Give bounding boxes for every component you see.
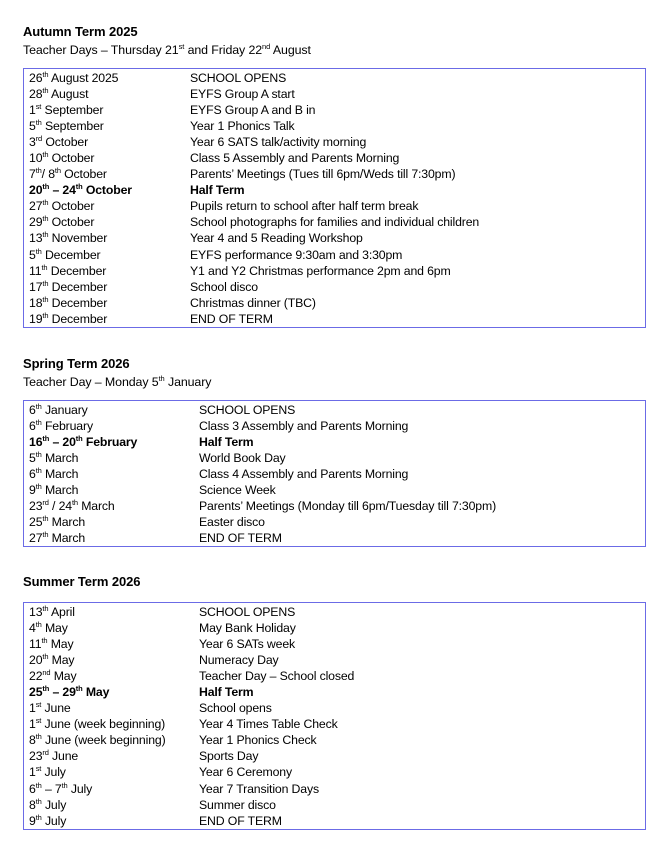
event-description: Summer disco xyxy=(199,797,276,812)
event-description: Class 3 Assembly and Parents Morning xyxy=(199,418,409,433)
term-table xyxy=(23,400,646,547)
event-date: 9th March xyxy=(29,481,79,497)
event-date: 8th July xyxy=(29,796,67,812)
event-date: 11th May xyxy=(29,635,74,651)
ordinal-suffix: th xyxy=(35,401,42,411)
ordinal-suffix: rd xyxy=(35,133,43,143)
event-description: Year 1 Phonics Check xyxy=(199,733,317,748)
calendar-row xyxy=(24,279,645,295)
calendar-row xyxy=(24,450,645,466)
event-description: Y1 and Y2 Christmas performance 2pm and 6pm xyxy=(190,263,451,278)
term-table xyxy=(23,602,646,830)
ordinal-suffix: th xyxy=(75,182,83,192)
term-subtitle: Teacher Days – Thursday 21st and Friday 22nd August xyxy=(23,42,311,57)
event-description: Parents’ Meetings (Tues till 6pm/Weds till 7:30pm) xyxy=(190,167,456,182)
event-date: 25th – 29th May xyxy=(29,683,110,699)
event-date: 5th March xyxy=(29,449,79,465)
ordinal-suffix: th xyxy=(35,796,42,806)
calendar-row xyxy=(24,311,645,327)
calendar-row xyxy=(24,434,645,450)
calendar-row xyxy=(24,70,645,86)
event-date: 6th January xyxy=(29,401,88,417)
ordinal-suffix: th xyxy=(42,683,50,693)
ordinal-suffix: th xyxy=(42,530,49,540)
calendar-row xyxy=(24,668,645,684)
event-date: 27th October xyxy=(29,198,95,214)
calendar-row xyxy=(24,797,645,813)
event-description: Year 6 SATs week xyxy=(199,636,296,651)
calendar-row xyxy=(24,748,645,764)
event-description: Half Term xyxy=(190,183,245,198)
event-date: 1st September xyxy=(29,101,104,117)
ordinal-suffix: nd xyxy=(262,42,271,51)
term-table xyxy=(23,68,646,328)
calendar-row xyxy=(24,247,645,263)
calendar-row xyxy=(24,263,645,279)
event-description: School photographs for families and individual children xyxy=(190,215,480,230)
ordinal-suffix: st xyxy=(35,101,42,111)
calendar-row xyxy=(24,482,645,498)
event-description: SCHOOL OPENS xyxy=(190,70,287,85)
event-description: Christmas dinner (TBC) xyxy=(190,295,316,310)
calendar-row xyxy=(24,652,645,668)
event-description: Science Week xyxy=(199,482,276,497)
calendar-row xyxy=(24,732,645,748)
event-date: 1st June (week beginning) xyxy=(29,716,166,732)
event-description: Year 4 Times Table Check xyxy=(199,717,338,732)
calendar-row xyxy=(24,498,645,514)
term-spring xyxy=(23,356,650,546)
event-date: 1st June xyxy=(29,700,71,716)
ordinal-suffix: nd xyxy=(42,667,51,677)
term-title: Spring Term 2026 xyxy=(23,356,130,371)
ordinal-suffix: th xyxy=(42,182,50,192)
ordinal-suffix: th xyxy=(35,812,42,822)
event-description: Teacher Day – School closed xyxy=(199,668,355,683)
ordinal-suffix: th xyxy=(75,683,83,693)
ordinal-suffix: th xyxy=(42,230,49,240)
calendar-row xyxy=(24,230,645,246)
calendar-row xyxy=(24,150,645,166)
calendar-row xyxy=(24,530,645,546)
event-date: 13th November xyxy=(29,230,108,246)
event-date: 29th October xyxy=(29,214,95,230)
event-date: 8th June (week beginning) xyxy=(29,732,166,748)
ordinal-suffix: th xyxy=(35,465,42,475)
calendar-row xyxy=(24,813,645,829)
event-description: EYFS performance 9:30am and 3:30pm xyxy=(190,247,403,262)
term-title: Autumn Term 2025 xyxy=(23,24,138,39)
ordinal-suffix: th xyxy=(42,85,49,95)
calendar-row xyxy=(24,514,645,530)
event-description: Easter disco xyxy=(199,515,265,530)
event-date: 28th August xyxy=(29,85,89,101)
event-description: Year 1 Phonics Talk xyxy=(190,118,295,133)
event-description: Year 6 SATS talk/activity morning xyxy=(190,134,367,149)
event-description: END OF TERM xyxy=(199,813,282,828)
ordinal-suffix: th xyxy=(61,780,68,790)
calendar-row xyxy=(24,214,645,230)
event-date: 5th September xyxy=(29,117,104,133)
event-description: Year 7 Transition Days xyxy=(199,781,319,796)
event-date: 25th March xyxy=(29,514,86,530)
ordinal-suffix: th xyxy=(54,166,61,176)
ordinal-suffix: st xyxy=(35,700,42,710)
ordinal-suffix: th xyxy=(42,294,49,304)
ordinal-suffix: th xyxy=(42,514,49,524)
event-date: 23rd June xyxy=(29,748,79,764)
event-description: Sports Day xyxy=(199,749,259,764)
event-description: END OF TERM xyxy=(190,311,273,326)
term-title: Summer Term 2026 xyxy=(23,574,141,589)
event-description: World Book Day xyxy=(199,450,286,465)
event-date: 1st July xyxy=(29,764,66,780)
ordinal-suffix: th xyxy=(41,262,48,272)
event-date: 19th December xyxy=(29,310,108,326)
event-description: Half Term xyxy=(199,434,254,449)
term-subtitle: Teacher Day – Monday 5th January xyxy=(23,374,212,389)
calendar-row xyxy=(24,418,645,434)
ordinal-suffix: th xyxy=(35,619,42,629)
ordinal-suffix: th xyxy=(75,433,83,443)
event-date: 4th May xyxy=(29,619,68,635)
calendar-row xyxy=(24,118,645,134)
calendar-row xyxy=(24,182,645,198)
event-description: Half Term xyxy=(199,684,254,699)
calendar-row xyxy=(24,700,645,716)
ordinal-suffix: th xyxy=(42,651,49,661)
event-description: Class 5 Assembly and Parents Morning xyxy=(190,150,400,165)
event-date: 16th – 20th February xyxy=(29,433,138,449)
event-date: 6th March xyxy=(29,465,79,481)
calendar-row xyxy=(24,604,645,620)
event-date: 3rd October xyxy=(29,133,89,149)
ordinal-suffix: th xyxy=(42,278,49,288)
term-summer xyxy=(23,574,650,828)
event-date: 17th December xyxy=(29,278,108,294)
event-date: 6th – 7th July xyxy=(29,780,93,796)
ordinal-suffix: th xyxy=(35,417,42,427)
event-description: School opens xyxy=(199,701,272,716)
event-date: 9th July xyxy=(29,812,67,828)
event-date: 26th August 2025 xyxy=(29,69,119,85)
term-autumn xyxy=(23,24,650,326)
calendar-row xyxy=(24,764,645,780)
calendar-row xyxy=(24,86,645,102)
event-description: END OF TERM xyxy=(199,531,282,546)
ordinal-suffix: th xyxy=(42,69,49,79)
calendar-row xyxy=(24,716,645,732)
ordinal-suffix: th xyxy=(35,117,42,127)
event-description: Pupils return to school after half term break xyxy=(190,199,419,214)
ordinal-suffix: th xyxy=(42,149,49,159)
ordinal-suffix: th xyxy=(42,310,49,320)
event-description: Year 6 Ceremony xyxy=(199,765,292,780)
event-date: 13th April xyxy=(29,603,75,619)
ordinal-suffix: th xyxy=(71,498,78,508)
ordinal-suffix: th xyxy=(35,166,42,176)
ordinal-suffix: rd xyxy=(42,498,49,508)
calendar-row xyxy=(24,198,645,214)
event-description: School disco xyxy=(190,279,258,294)
calendar-row xyxy=(24,295,645,311)
ordinal-suffix: st xyxy=(35,764,42,774)
event-date: 20th – 24th October xyxy=(29,182,132,198)
event-description: Class 4 Assembly and Parents Morning xyxy=(199,466,409,481)
ordinal-suffix: th xyxy=(42,214,49,224)
ordinal-suffix: th xyxy=(41,635,48,645)
event-date: 11th December xyxy=(29,262,107,278)
ordinal-suffix: th xyxy=(158,374,165,383)
calendar-row xyxy=(24,102,645,118)
event-date: 10th October xyxy=(29,149,95,165)
ordinal-suffix: st xyxy=(178,42,185,51)
event-description: Parents’ Meetings (Monday till 6pm/Tuesday till 7:30pm) xyxy=(199,499,497,514)
ordinal-suffix: th xyxy=(35,481,42,491)
ordinal-suffix: th xyxy=(35,780,42,790)
calendar-row xyxy=(24,134,645,150)
ordinal-suffix: th xyxy=(42,198,49,208)
calendar-row xyxy=(24,684,645,700)
event-description: Year 4 and 5 Reading Workshop xyxy=(190,231,363,246)
event-date: 6th February xyxy=(29,417,93,433)
event-date: 18th December xyxy=(29,294,108,310)
event-description: May Bank Holiday xyxy=(199,620,296,635)
calendar-row xyxy=(24,466,645,482)
ordinal-suffix: th xyxy=(42,433,50,443)
event-date: 22nd May xyxy=(29,667,77,683)
calendar-row xyxy=(24,636,645,652)
calendar-row xyxy=(24,402,645,418)
ordinal-suffix: st xyxy=(35,716,42,726)
ordinal-suffix: th xyxy=(35,246,42,256)
event-date: 7th/ 8th October xyxy=(29,166,107,182)
event-description: SCHOOL OPENS xyxy=(199,402,296,417)
event-date: 20th May xyxy=(29,651,75,667)
event-date: 5th December xyxy=(29,246,101,262)
ordinal-suffix: th xyxy=(35,732,42,742)
calendar-row xyxy=(24,781,645,797)
event-date: 23rd / 24th March xyxy=(29,498,115,514)
event-description: EYFS Group A start xyxy=(190,86,295,101)
calendar-row xyxy=(24,620,645,636)
calendar-row xyxy=(24,166,645,182)
ordinal-suffix: th xyxy=(42,603,49,613)
event-description: Numeracy Day xyxy=(199,652,279,667)
event-description: EYFS Group A and B in xyxy=(190,102,316,117)
event-description: SCHOOL OPENS xyxy=(199,604,296,619)
event-date: 27th March xyxy=(29,530,86,546)
ordinal-suffix: rd xyxy=(42,748,49,758)
ordinal-suffix: th xyxy=(35,449,42,459)
